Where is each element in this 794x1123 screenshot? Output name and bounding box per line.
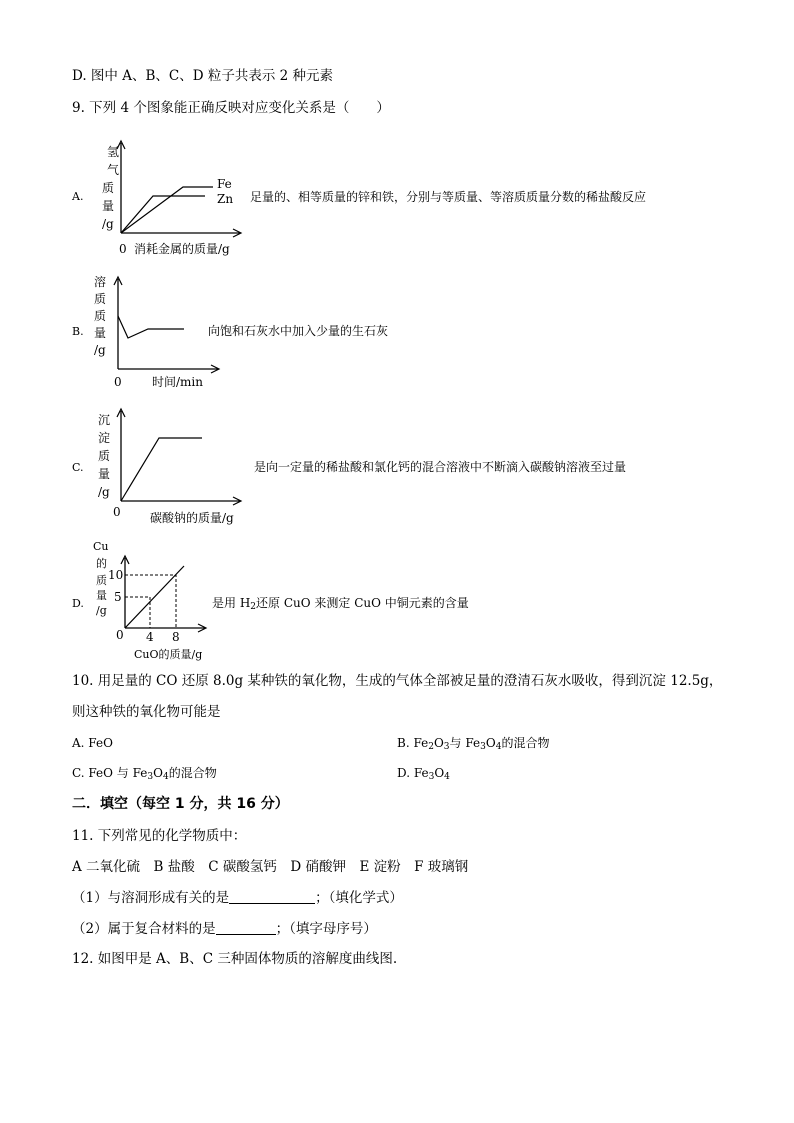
q9-d-ytick-5: 5 <box>114 590 122 604</box>
q9-d-ylabel-1: Cu <box>93 540 109 553</box>
q9-c-ylabel-1: 沉 <box>98 413 111 427</box>
q9-a-ylabel-1: 氢 <box>107 145 120 159</box>
answer-blank-2[interactable] <box>216 920 276 935</box>
q10-option-d: D. $Fe_3O_4$ <box>397 766 450 782</box>
q9-d-ytick-10: 10 <box>108 568 124 582</box>
q10-option-b: B. $Fe_2O_3$与 $Fe_3O_4$的混合物 <box>397 736 550 752</box>
q9-a-legend-fe: Fe <box>217 177 232 191</box>
q9-b-xlabel: 时间/min <box>152 375 203 389</box>
q9-d-label: D. <box>72 597 84 610</box>
q9-c-curve <box>121 438 202 501</box>
q9-b-ylabel-4: 量 <box>94 326 107 340</box>
q9-d-ylabel-3: 质 <box>96 574 107 587</box>
q9-a-graph <box>90 140 250 260</box>
q9-a-ylabel-5: /g <box>102 217 114 231</box>
q9-b-ylabel-1: 溶 <box>94 275 107 289</box>
q9-a-xlabel: 消耗金属的质量/g <box>134 242 230 256</box>
q9-a-ylabel-3: 质 <box>102 181 115 195</box>
q9-c-ylabel-4: 量 <box>98 467 111 481</box>
q9-d-xtick-4: 4 <box>146 630 154 644</box>
q11-part1: （1）与溶洞形成有关的是 ；（填化学式） <box>72 890 403 906</box>
q9-c-xlabel: 碳酸钠的质量/g <box>150 511 234 525</box>
q9-b-curve <box>118 316 184 338</box>
q9-d-origin: 0 <box>116 628 124 642</box>
q9-d-xtick-8: 8 <box>172 630 180 644</box>
q10-stem-line2: 则这种铁的氧化物可能是 <box>72 704 221 720</box>
q9-a-origin: 0 <box>119 242 127 256</box>
q11-part2: （2）属于复合材料的是 ；（填字母序号） <box>72 921 377 937</box>
q9-d-ylabel-2: 的 <box>96 557 107 570</box>
q9-c-ylabel-2: 淀 <box>98 431 111 445</box>
q9-stem: 9. 下列 4 个图象能正确反映对应变化关系是（ ） <box>72 100 390 116</box>
q9-c-ylabel-3: 质 <box>98 449 111 463</box>
q9-c-graph <box>90 408 260 528</box>
q9-a-curve-fe <box>121 187 213 233</box>
q9-d-desc: 是用 $H_2$还原 CuO 来测定 CuO 中铜元素的含量 <box>212 596 469 612</box>
q9-b-ylabel-2: 质 <box>94 292 107 306</box>
q8-option-d: D. 图中 A、B、C、D 粒子共表示 2 种元素 <box>72 68 334 84</box>
q9-a-ylabel-4: 量 <box>102 199 115 213</box>
q9-c-desc: 是向一定量的稀盐酸和氯化钙的混合溶液中不断滴入碳酸钠溶液至过量 <box>254 460 627 474</box>
q9-c-label: C. <box>72 461 84 474</box>
q9-d-graph <box>90 538 230 664</box>
q10-option-c: C. FeO 与 $Fe_3O_4$的混合物 <box>72 766 217 782</box>
section-heading: 二．填空（每空 1 分，共 16 分） <box>72 796 289 812</box>
q10-stem-line1: 10. 用足量的 CO 还原 8.0g 某种铁的氧化物，生成的气体全部被足量的澄清石灰水吸收，得到沉淀 12.5g， <box>72 673 723 689</box>
q9-d-ylabel-4: 量 <box>96 589 107 602</box>
q9-d-xlabel: CuO的质量/g <box>134 648 203 661</box>
q9-d-ylabel-5: /g <box>96 604 107 617</box>
answer-blank-1[interactable] <box>229 889 315 904</box>
q9-a-legend-zn: Zn <box>217 192 234 206</box>
q11-stem: 11. 下列常见的化学物质中： <box>72 828 247 844</box>
q9-b-origin: 0 <box>114 375 122 389</box>
q9-b-desc: 向饱和石灰水中加入少量的生石灰 <box>208 324 389 338</box>
q9-a-desc: 足量的、相等质量的锌和铁，分别与等质量、等溶质质量分数的稀盐酸反应 <box>250 190 647 204</box>
q9-c-origin: 0 <box>113 505 121 519</box>
q9-a-ylabel-2: 气 <box>107 163 120 177</box>
q9-b-ylabel-5: /g <box>94 343 106 357</box>
q10-option-a: A. FeO <box>72 736 113 750</box>
q9-b-label: B. <box>72 325 84 338</box>
q12-stem: 12. 如图甲是 A、B、C 三种固体物质的溶解度曲线图. <box>72 951 398 967</box>
q9-b-ylabel-3: 质 <box>94 309 107 323</box>
q9-c-ylabel-5: /g <box>98 485 110 499</box>
q11-options: A 二氧化硫 B 盐酸 C 碳酸氢钙 D 硝酸钾 E 淀粉 F 玻璃钢 <box>72 859 469 875</box>
q9-a-label: A. <box>72 190 84 203</box>
